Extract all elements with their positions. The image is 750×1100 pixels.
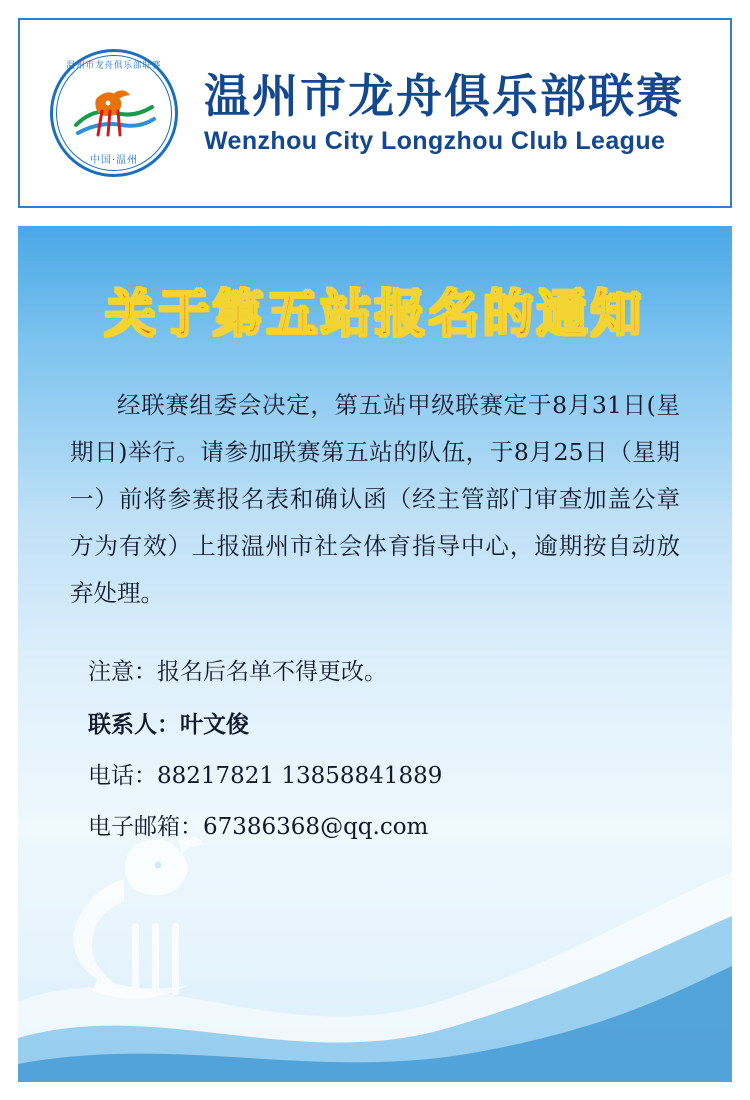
contact-email: 电子邮箱：67386368@qq.com xyxy=(88,814,429,841)
notice-info-block xyxy=(88,647,680,854)
dragon-watermark-icon xyxy=(28,827,258,1027)
header-title-group xyxy=(204,70,684,156)
notice-title: 关于第五站报名的通知 xyxy=(105,285,645,343)
notice-body xyxy=(70,382,680,617)
notice-paragraph: 经联赛组委会决定，第五站甲级联赛定于8月31日(星期日)举行。请参加联赛第五站的队伍，于8月25日（星期一）前将参赛报名表和确认函（经主管部门审查加盖公章方为有效）上报温州市社会体育指导中心，逾期按自动放弃处理。 xyxy=(70,391,680,607)
notice-panel xyxy=(18,226,732,1082)
header-title-cn: 温州市龙舟俱乐部联赛 xyxy=(204,69,684,124)
logo-dragon-graphic xyxy=(64,63,164,163)
contact-phone: 电话：88217821 13858841889 xyxy=(88,762,443,789)
header-title-en: Wenzhou City Longzhou Club League xyxy=(204,126,666,155)
logo-arc-text: 温州市龙舟俱乐部联赛 xyxy=(66,61,162,71)
dragon-boat-logo-icon xyxy=(50,49,178,177)
logo-bottom-text: 中国·温州 xyxy=(89,155,139,166)
contact-person: 联系人：叶文俊 xyxy=(88,710,249,738)
notice-note: 注意：报名后名单不得更改。 xyxy=(88,659,387,685)
poster-header xyxy=(18,18,732,208)
